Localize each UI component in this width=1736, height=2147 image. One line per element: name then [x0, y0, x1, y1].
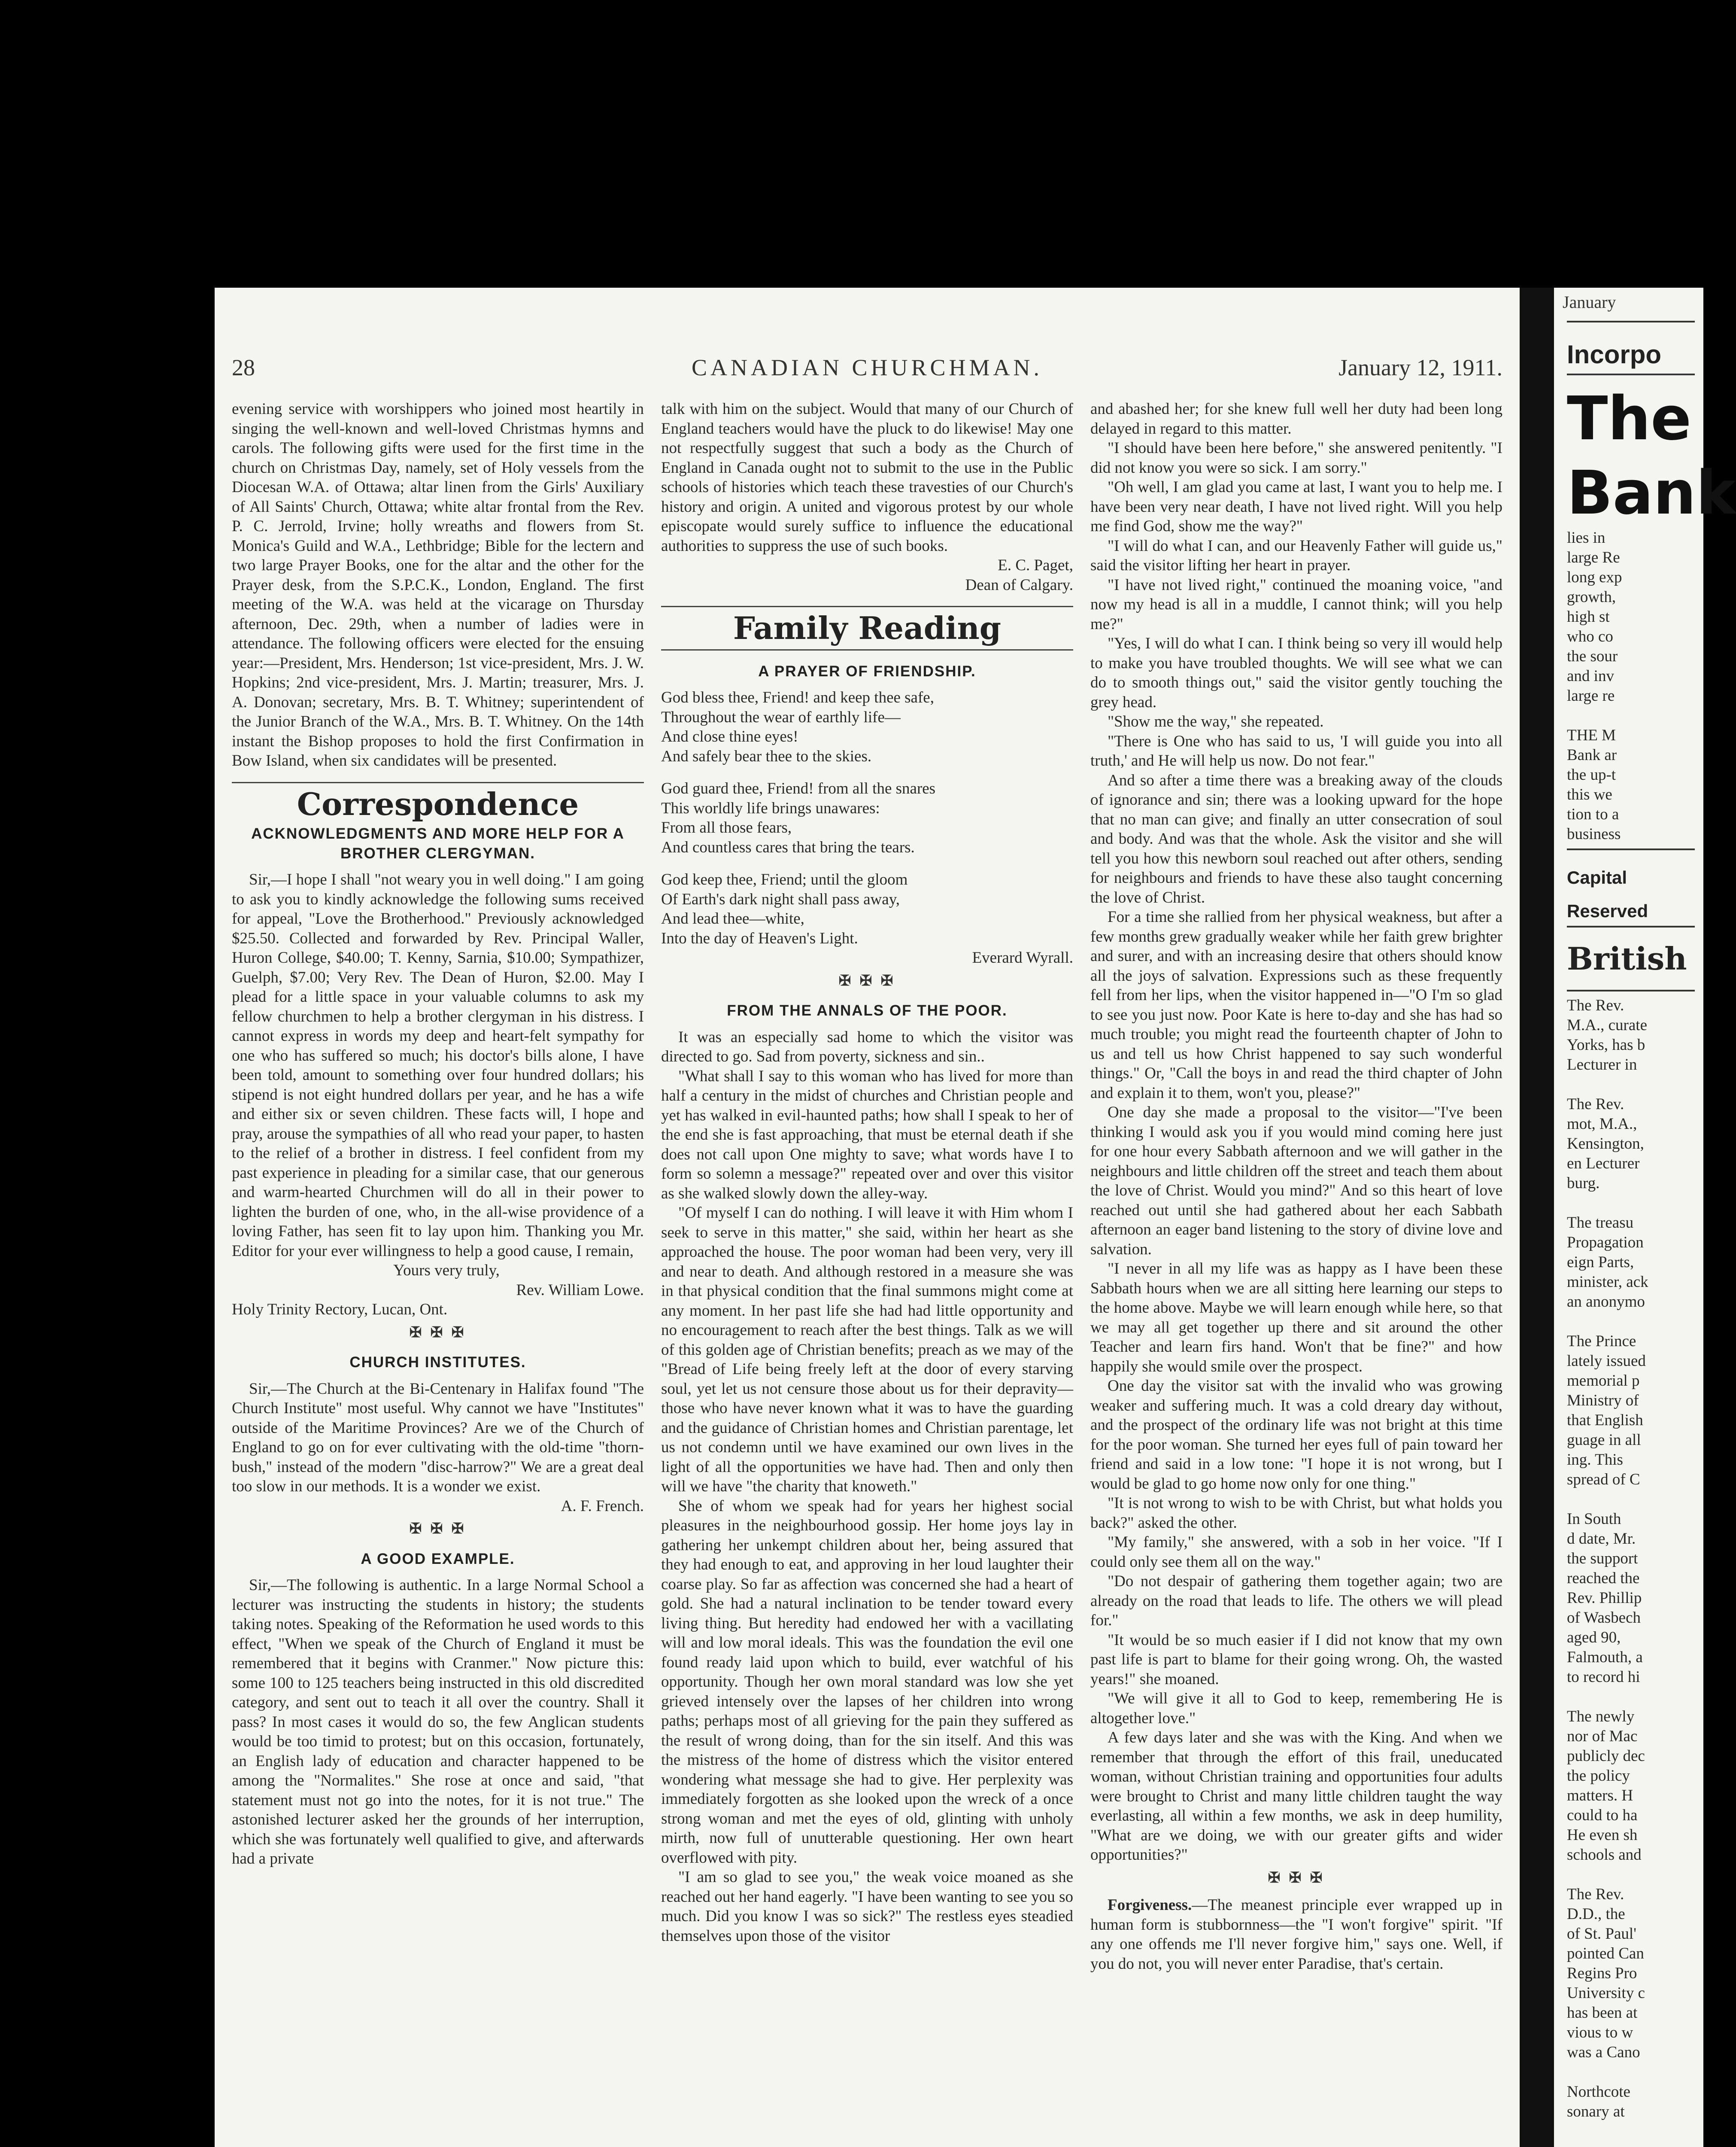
poem	[661, 688, 1073, 968]
article-text: "I am so glad to see you," the weak voice moaned as she reached out her hand eagerly. "I have been wanting to see you so much. Did you know I was so sick?" The restless eyes steadied themselves upon those of the visitor	[661, 1868, 1073, 1945]
text-line: long exp	[1567, 569, 1622, 586]
issue-date: January 12, 1911.	[1338, 355, 1502, 380]
ornament: ✠ ✠ ✠	[1268, 1870, 1325, 1886]
text-line: memorial p	[1567, 1372, 1640, 1390]
article-text: "Show me the way," she repeated.	[1108, 713, 1324, 730]
text-line: was a Cano	[1567, 2044, 1640, 2061]
ad-capital: Capital	[1567, 867, 1627, 888]
text-line: minister, ack	[1567, 1273, 1648, 1291]
text-line: The Rev.	[1567, 997, 1624, 1014]
adjacent-page-date: January	[1563, 292, 1616, 312]
text-line: nor of Mac	[1567, 1727, 1638, 1745]
page-header	[232, 354, 1502, 393]
text-line: has been at	[1567, 2004, 1638, 2022]
poem-line: Of Earth's dark night shall pass away,	[661, 890, 900, 908]
ad-text	[1554, 528, 1703, 844]
divider	[232, 782, 644, 783]
text-line: who co	[1567, 628, 1613, 645]
text-line: The newly	[1567, 1708, 1635, 1725]
article-text: "Do not despair of gathering them together again; two are already on the road that leads to life. The others we will plead for."	[1090, 1572, 1502, 1629]
poem-line: And safely bear thee to the skies.	[661, 747, 872, 765]
article-text: "There is One who has said to us, 'I will guide you into all truth,' and He will help us now. Do not fear."	[1090, 732, 1502, 769]
letter-heading: CHURCH INSTITUTES.	[349, 1354, 526, 1371]
text-line: lately issued	[1567, 1352, 1646, 1370]
ad-title-line-2: Bank	[1567, 458, 1736, 528]
text-line: The Prince	[1567, 1332, 1636, 1350]
text-line: to record hi	[1567, 1668, 1640, 1686]
poem-line: Into the day of Heaven's Light.	[661, 929, 858, 947]
text-line: Bank ar	[1567, 746, 1617, 764]
text-line: tion to a	[1567, 806, 1619, 823]
text-line: d date, Mr.	[1567, 1530, 1636, 1548]
divider	[1567, 374, 1695, 375]
forgiveness-paragraph	[1090, 1895, 1502, 1974]
article-text: A few days later and she was with the King. And when we remember that through the effort of this frail, uneducated woman, without Christian training and opportunities four adults were brought to Christ and many little children taught the way everlasting, all within a few months, we ask in deep humility, "What are we doing, we with our greater gifts and wider opportunities?"	[1090, 1729, 1502, 1864]
text-line: sonary at	[1567, 2103, 1625, 2120]
text-line: Ministry of	[1567, 1392, 1639, 1409]
text-line: growth,	[1567, 588, 1616, 606]
page-gutter	[1520, 288, 1554, 2147]
article-text: "My family," she answered, with a sob in her voice. "If I could only see them all on the way."	[1090, 1533, 1502, 1571]
news-text	[1554, 996, 1703, 2122]
letter-signature: E. C. Paget,	[998, 557, 1073, 574]
article-text: "Oh well, I am glad you came at last, I want you to help me. I have been very near death, I have not lived right. Will you help me find God, show me the way?"	[1090, 478, 1502, 535]
section-title-correspondence: Correspondence	[297, 785, 579, 822]
forgiveness-lead: Forgiveness.	[1108, 1896, 1192, 1914]
poem-line: And countless cares that bring the tears.	[661, 838, 915, 856]
text-line: the sour	[1567, 648, 1618, 665]
text-line: large Re	[1567, 549, 1620, 566]
poem-line: God guard thee, Friend! from all the snares	[661, 780, 936, 797]
text-line: mot, M.A.,	[1567, 1115, 1637, 1133]
article-text: "What shall I say to this woman who has lived for more than half a century in the midst of churches and Christian people and yet has walked in evil-haunted paths; how shall I speak to her of the end she is fast approaching, that must be eternal death if she does not call upon One mighty to save; what words have I to form so solemn a message?" repeated over and over this visitor as she walked slowly down the alley-way.	[661, 1067, 1073, 1202]
text-line: aged 90,	[1567, 1629, 1621, 1646]
article-text: "I should have been here before," she answered penitently. "I did not know you were so sick. I am sorry."	[1090, 439, 1502, 477]
letter-text: Sir,—The following is authentic. In a large Normal School a lecturer was instructing the students in history; the students taking notes. Speaking of the Reformation he used words to this effect, "When we speak of the Church of England it must be remembered that it begins with Cranmer." Now picture this: some 100 to 125 teachers being instructed in this old discredited category, and sent out to teach it all over the country. Shall it pass? In most cases it would do so, the few Anglican students would be too timid to protest; but on this occasion, fortunately, an English lady of education and character happened to be among the "Normalites." She rose at once and said, "that statement must not go into the notes, for it is not true." The astonished lecturer asked her the grounds of her interruption, which she was fortunately well qualified to give, and afterwards had a private	[232, 1576, 644, 1867]
ad-heading: Incorpo	[1567, 340, 1661, 369]
page-number: 28	[232, 355, 255, 380]
text-line: vious to w	[1567, 2024, 1633, 2041]
poem-line: Throughout the wear of earthly life—	[661, 708, 901, 726]
text-line: that English	[1567, 1411, 1643, 1429]
divider	[1567, 926, 1695, 928]
article-text: For a time she rallied from her physical weakness, but after a few months grew gradually weaker while her faith grew brighter and surer, and with an increasing desire that others should know all the joys of salvation. Expressions such as these frequently fell from her lips, when the visitor happened in—"O I'm so glad to see you just now. Poor Kate is here to-day and she has had so much trouble; you might read the fourteenth chapter of John to us and tell us how Christ happened to say such wonderful things." Or, "Call the boys in and read the third chapter of John and explain it to them, won't you, please?"	[1090, 908, 1502, 1102]
text-line: publicly dec	[1567, 1747, 1645, 1765]
text-line	[1567, 1312, 1703, 1332]
letter-heading: ACKNOWLEDGMENTS AND MORE HELP FOR A BROTHER CLERGYMAN.	[251, 825, 625, 862]
article-text: It was an especially sad home to which the visitor was directed to go. Sad from poverty, sickness and sin..	[661, 1028, 1073, 1065]
text-line: the support	[1567, 1550, 1638, 1567]
letter-text: Sir,—I hope I shall "not weary you in well doing." I am going to ask you to kindly acknowledge the following sums received for appeal, "Love the Brotherhood." Previously acknowledged $25.50. Collected and forwarded by Rev. Principal Waller, Huron College, $40.00; T. Kenny, Sarnia, $10.00; Sympathizer, Guelph, $7.00; Very Rev. The Dean of Huron, $2.00. May I plead for a little space in your valuable columns to ask my fellow churchmen to help a brother clergyman in his distress. I cannot express in words my deep and heart-felt sympathy for one who has suffered so much; his doctor's bills alone, I have been told, amount to something over four hundred dollars; his stipend is not eight hundred dollars per year, and he has a wife and either six or seven children. These facts will, I hope and pray, arouse the sympathies of all who read your paper, to hasten to the relief of a brother in distress. I feel confident from my past experience in pleading for a similar case, that our generous and warm-hearted Churchmen will do all in their power to lighten the burden of one, who, in the all-wise providence of a loving Father, has seen fit to lay upon him. Thanking you Mr. Editor for your ever willingness to help a good cause, I remain,	[232, 871, 644, 1260]
article-text: "I will do what I can, and our Heavenly Father will guide us," said the visitor lifting her heart in prayer.	[1090, 537, 1502, 574]
text-line: THE M	[1567, 727, 1616, 744]
divider	[1567, 848, 1695, 850]
letter-text: talk with him on the subject. Would that many of our Church of England teachers would have the pluck to do likewise! May one not respectfully suggest that such a body as the Church of England in Canada ought not to submit to the use in the Public schools of histories which teach these travesties of our Church's history and origin. A united and vigorous protest by our whole episcopate would surely suffice to influence the educational authorities to suppress the use of such books.	[661, 400, 1073, 555]
article-text: and abashed her; for she knew full well her duty had been long delayed in regard to this matter.	[1090, 400, 1502, 438]
adjacent-page	[1554, 288, 1736, 2147]
text-line: spread of C	[1567, 1471, 1640, 1488]
text-line: In South	[1567, 1510, 1621, 1528]
article-text: One day the visitor sat with the invalid who was growing weaker and suffering much. It was a cold dreary day without, and the prospect of the ordinary life was not bright at this time for the poor woman. She turned her eyes full of pain toward her friend and said in a low tone: "I hope it is not wrong, but I would be glad to go home now only for one thing."	[1090, 1377, 1502, 1493]
text-line: business	[1567, 825, 1621, 843]
article-text: "We will give it all to God to keep, remembering He is altogether love."	[1090, 1690, 1502, 1727]
ornament: ✠ ✠ ✠	[409, 1521, 467, 1537]
text-line: Kensington,	[1567, 1135, 1644, 1153]
article-text: "I have not lived right," continued the moaning voice, "and now my head is all in a muddle, I cannot think; will you help me?"	[1090, 576, 1502, 633]
column-1	[232, 399, 644, 2147]
poem-line: This worldly life brings unawares:	[661, 799, 880, 817]
text-line: Regins Pro	[1567, 1965, 1637, 1982]
letter-heading: A GOOD EXAMPLE.	[361, 1550, 515, 1567]
text-line: Propagation	[1567, 1234, 1644, 1251]
text-line	[1567, 1490, 1703, 1509]
text-line	[1567, 706, 1703, 726]
text-line: an anonymo	[1567, 1293, 1645, 1311]
text-line: matters. H	[1567, 1787, 1633, 1804]
article-text: "It is not wrong to wish to be with Christ, but what holds you back?" asked the other.	[1090, 1494, 1502, 1532]
column-2	[661, 399, 1073, 2147]
article-text: "I never in all my life was as happy as I have been these Sabbath hours when we are all sitting here learning our steps to the home above. Maybe we will learn enough while here, so that we may all get together up there and sit around the other Teacher and learn firs hand. Won't that be fine?" and how happily she would smile over the prospect.	[1090, 1260, 1502, 1375]
text-line: Falmouth, a	[1567, 1648, 1643, 1666]
text-line: eign Parts,	[1567, 1253, 1634, 1271]
text-line: Northcote	[1567, 2083, 1630, 2101]
divider	[1567, 321, 1695, 322]
text-line: guage in all	[1567, 1431, 1641, 1449]
poem-line: God bless thee, Friend! and keep thee safe,	[661, 689, 934, 706]
poem-title: A PRAYER OF FRIENDSHIP.	[758, 663, 976, 680]
text-line: of St. Paul'	[1567, 1925, 1636, 1943]
text-line: D.D., the	[1567, 1905, 1625, 1923]
divider	[661, 606, 1073, 607]
text-line: the policy	[1567, 1767, 1630, 1785]
text-line: Lecturer in	[1567, 1056, 1637, 1074]
text-line: burg.	[1567, 1174, 1600, 1192]
text-line: schools and	[1567, 1846, 1642, 1864]
article-text: One day she made a proposal to the visitor—"I've been thinking I would ask you if you would mind coming here just for one hour every Sabbath afternoon and we will gather in the neighbours and little children off the street and teach them about the love of Christ. Would you mind?" And so this heart of love reached out until she had gathered about her each Sabbath afternoon an eager band listening to the story of divine love and salvation.	[1090, 1104, 1502, 1258]
article-text: evening service with worshippers who joined most heartily in singing the well-known and well-loved Christmas hymns and carols. The following gifts were used for the first time in the church on Christmas Day, namely, set of Holy vessels from the Diocesan W.A. of Ottawa; altar linen from the Girls' Auxiliary of All Saints' Church, Ottawa; white altar frontal from the Rev. P. C. Jerrold, Irvine; holly wreaths and flowers from St. Monica's Guild and W.A., Lethbridge; Bible for the lectern and two large Prayer Books, one for the altar and the other for the Prayer desk, from the S.P.C.K., London, England. The first meeting of the W.A. was held at the vicarage on Thursday afternoon, Dec. 29th, when a number of ladies were in attendance. The following officers were elected for the ensuing year:—President, Mrs. Henderson; 1st vice-president, Mrs. J. W. Hopkins; 2nd vice-president, Mrs. J. Martin; treasurer, Mrs. J. A. Donovan; secretary, Mrs. B. T. Whitney; superintendent of the Junior Branch of the W.A., Mrs. B. T. Whitney. On the 14th instant the Bishop proposes to hold the first Confirmation in Bow Island, when six candidates will be presented.	[232, 400, 644, 769]
text-line: Rev. Phillip	[1567, 1589, 1642, 1607]
letter-closing: Yours very truly,	[393, 1262, 500, 1279]
ad-reserved: Reserved	[1567, 901, 1648, 921]
text-line: He even sh	[1567, 1826, 1638, 1844]
letter-signature: Rev. William Lowe.	[516, 1281, 644, 1299]
text-line	[1567, 1193, 1703, 1213]
section-title-family-reading: Family Reading	[733, 610, 1002, 646]
article-text: "It would be so much easier if I did not know that my own past life is part to blame for their going wrong. Oh, the wasted years!" she moaned.	[1090, 1631, 1502, 1688]
masthead-title: CANADIAN CHURCHMAN.	[691, 355, 1043, 380]
letter-signature: A. F. French.	[561, 1497, 644, 1515]
article-heading: FROM THE ANNALS OF THE POOR.	[727, 1002, 1008, 1019]
letter-text: Sir,—The Church at the Bi-Centenary in Halifax found "The Church Institute" most useful. Why cannot we have "Institutes" outside of the Maritime Provinces? Are we of the Church of England to go on for ever cultivating with the old-time "thorn-bush," instead of the modern "disc-harrow?" We are a great deal too slow in our methods. It is a wonder we exist.	[232, 1380, 644, 1495]
text-line: large re	[1567, 687, 1615, 705]
text-line: Yorks, has b	[1567, 1036, 1645, 1054]
letter-signature-title: Dean of Calgary.	[965, 576, 1073, 594]
text-line: ing. This	[1567, 1451, 1623, 1469]
text-line: University c	[1567, 1984, 1645, 2002]
text-line: The Rev.	[1567, 1095, 1624, 1113]
text-line	[1567, 2062, 1703, 2082]
letter-address: Holy Trinity Rectory, Lucan, Ont.	[232, 1301, 448, 1318]
ornament: ✠ ✠ ✠	[838, 973, 896, 989]
text-line: en Lecturer	[1567, 1155, 1640, 1172]
text-line	[1567, 1865, 1703, 1885]
column-3	[1090, 399, 1502, 2147]
poem-line: And lead thee—white,	[661, 910, 804, 928]
divider	[1567, 990, 1695, 991]
section-title-british: British	[1567, 940, 1687, 977]
divider	[661, 649, 1073, 651]
text-line: The Rev.	[1567, 1885, 1624, 1903]
article-text: And so after a time there was a breaking away of the clouds of ignorance and sin; there was a looking upward for the hope that no man can give; and finally an utter consecration of soul and body. And was that the whole. Ask the visitor and she will tell you how this newborn soul reached out after others, sending for neighbours and friends to have these also taught concerning the love of Christ.	[1090, 771, 1502, 906]
text-line: M.A., curate	[1567, 1016, 1647, 1034]
text-line: and inv	[1567, 667, 1614, 685]
text-line: this we	[1567, 786, 1612, 803]
poem-line: God keep thee, Friend; until the gloom	[661, 871, 908, 888]
ornament: ✠ ✠ ✠	[409, 1324, 467, 1341]
ad-title-line-1: The	[1567, 384, 1692, 454]
text-line: could to ha	[1567, 1806, 1638, 1824]
text-line: pointed Can	[1567, 1945, 1644, 1962]
text-line: high st	[1567, 608, 1610, 626]
text-line: the up-t	[1567, 766, 1616, 784]
text-line: reached the	[1567, 1569, 1640, 1587]
poem-line: From all those fears,	[661, 819, 792, 836]
article-text: "Of myself I can do nothing. I will leave it with Him whom I seek to serve in this matter," she said, within her heart as she approached the house. The poor woman had been very, very ill and near to death. And although restored in a measure she was in that physical condition that the final summons might come at any moment. In her past life she had had little opportunity and no encouragement to reach after the best things. Talk as we will of this golden age of Christian benefits; preach as we may of the "Bread of Life being freely left at the door of every starving soul, yet let us not censure those about us for their depravity—those who have never known what it was to have the guarding and the guidance of Christian homes and Christian parentage, let us not condemn until we have examined our own lives in the light of all the opportunities we have had. Then and only then will we have "the charity that knoweth."	[661, 1204, 1073, 1495]
text-line: The treasu	[1567, 1214, 1634, 1232]
text-line: of Wasbech	[1567, 1609, 1641, 1627]
poem-author: Everard Wyrall.	[972, 949, 1073, 967]
forgiveness-text: —The meanest principle ever wrapped up in human form is stubbornness—the "I won't forgive" spirit. "If any one offends me I'll never forgive him," says one. Well, if you do not, you will never enter Paradise, that's certain.	[1090, 1896, 1502, 1973]
poem-line: And close thine eyes!	[661, 728, 798, 745]
article-text: She of whom we speak had for years her highest social pleasures in the neighbourhood gossip. Her home joys lay in gathering her unkempt children about her, being assured that they had enough to eat, and approving in her loud laughter their coarse play. So far as affection was concerned she had a heart of gold. She had a natural inclination to be tender toward every living thing. But heredity had endowed her with a vacillating will and low moral ideals. This was the foundation the evil one found ready laid upon which to build, ever watchful of his opportunity. Though her own moral standard was low she yet grieved intensely over the lapses of her children into wrong paths; perhaps most of all grieving for the pain they suffered as the result of wrong doing, than for the sin itself. And this was the mistress of the home of distress which the visitor entered wondering what message she had to give. Her perplexity was immediately forgotten as she looked upon the wreck of a once strong woman and met the eyes of old, glinting with unholy mirth, now full of unutterable questioning. Her own heart overflowed with pity.	[661, 1497, 1073, 1867]
article-text: "Yes, I will do what I can. I think being so very ill would help to make you have troubled thoughts. We will see what we can do to smooth things out," said the visitor gently touching the grey head.	[1090, 635, 1502, 711]
text-line	[1567, 1075, 1703, 1095]
text-line	[1567, 1687, 1703, 1707]
text-line: lies in	[1567, 529, 1605, 547]
newspaper-page	[215, 288, 1520, 2147]
